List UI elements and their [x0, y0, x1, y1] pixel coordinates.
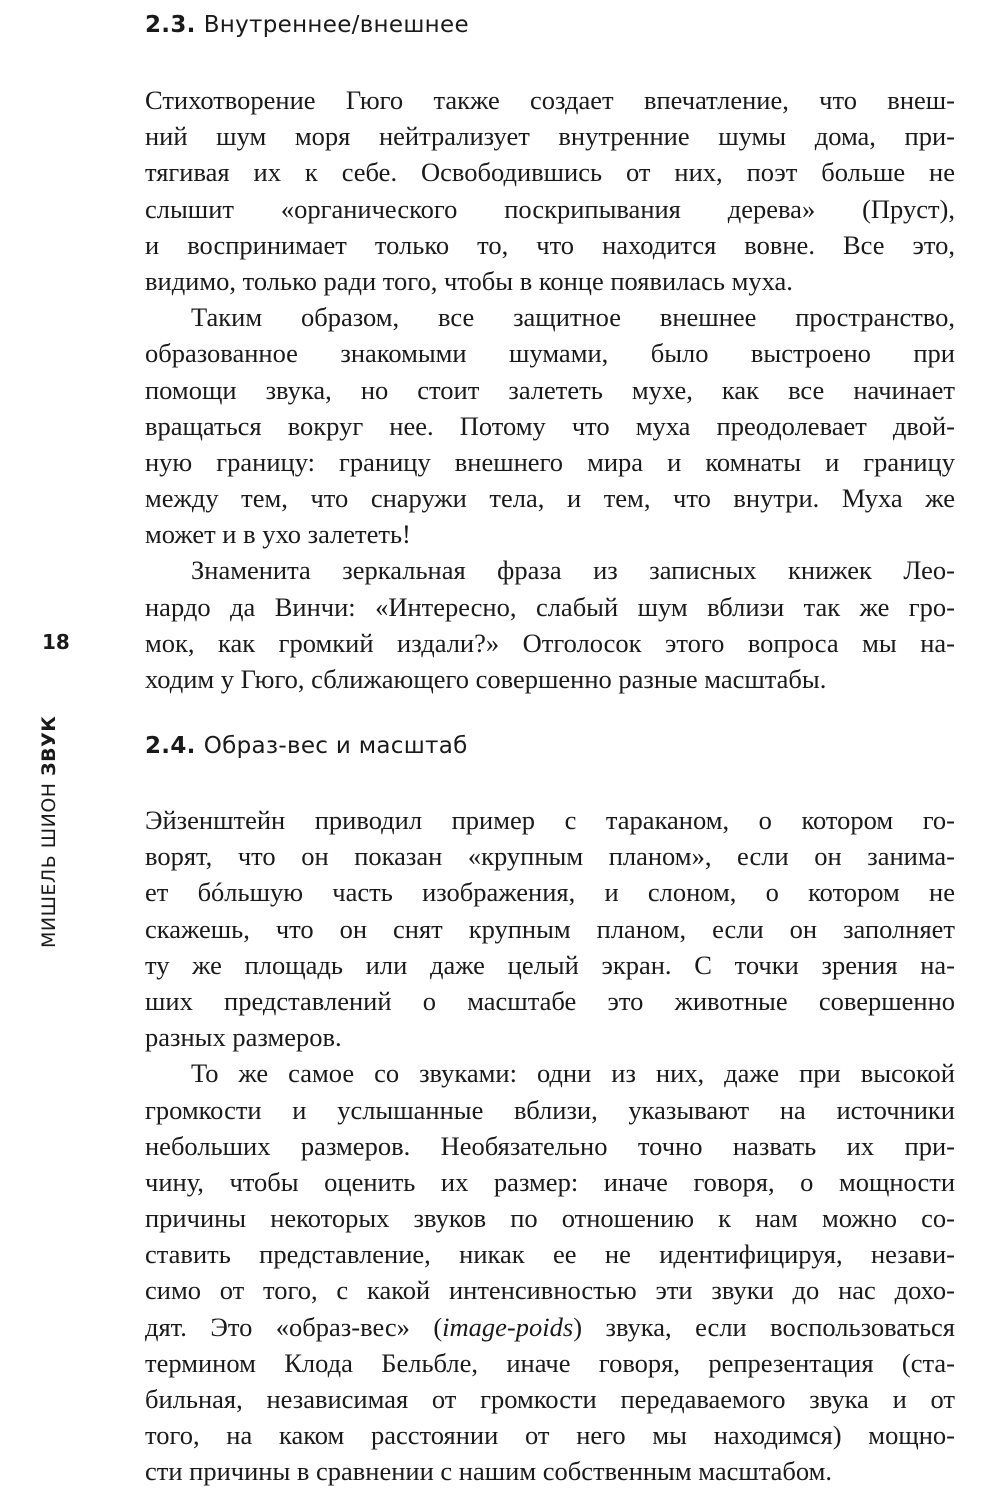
text-segment: дят. Это «образ-вес» (: [145, 1311, 443, 1342]
italic-term: image-poids: [442, 1311, 574, 1342]
running-head-title: ЗВУК: [38, 715, 60, 776]
text-line: мок, как громкий издали?» Отголосок этого вопроса мы на-: [145, 627, 955, 658]
text-line: То же самое со звуками: одни из них, даже при высокой: [191, 1058, 955, 1089]
text-line: между тем, что снаружи тела, и тем, что внутри. Муха же: [145, 483, 955, 514]
text-line: видимо, только ради того, чтобы в конце появилась муха.: [145, 265, 793, 296]
text-line: ходим у Гюго, сближающего совершенно разные масштабы.: [145, 664, 827, 694]
paragraph: [145, 299, 955, 552]
text-line: вращаться вокруг нее. Потому что муха преодолевает двой-: [145, 410, 955, 441]
running-head-author: МИШЕЛЬ ШИОН: [38, 782, 60, 948]
text-line: Таким образом, все защитное внешнее пространство,: [191, 302, 955, 333]
text-line: термином Клода Бельбле, иначе говоря, репрезентация (ста-: [145, 1347, 955, 1378]
text-line: разных размеров.: [145, 1022, 342, 1053]
text-line: и воспринимает только то, что находится вовне. Все это,: [145, 229, 955, 260]
text-line: ет бóльшую часть изображения, и слоном, о котором не: [145, 877, 955, 908]
section-title: Образ-вес и масштаб: [203, 733, 468, 759]
text-line: причины некоторых звуков по отношению к нам можно со-: [145, 1203, 955, 1234]
running-head: [38, 716, 60, 948]
text-line: ворят, что он показан «крупным планом», если он занима-: [145, 841, 955, 872]
paragraph: [145, 552, 955, 697]
text-line: Эйзенштейн приводил пример с тараканом, о котором го-: [145, 805, 955, 835]
text-line: нардо да Винчи: «Интересно, слабый шум вблизи так же гро-: [145, 591, 955, 622]
text-line: образованное знакомыми шумами, было выстроено при: [145, 338, 955, 369]
text-line: ную границу: границу внешнего мира и комнаты и границу: [145, 446, 955, 477]
section-number: 2.3.: [145, 12, 196, 38]
paragraph: [145, 1055, 955, 1489]
text-line: Знаменита зеркальная фраза из записных книжек Лео-: [191, 555, 955, 586]
text-line: может и в ухо залететь!: [145, 519, 411, 550]
paragraph: [145, 802, 955, 1055]
text-line: ших представлений о масштабе это животные совершенно: [145, 985, 955, 1016]
section-body: [145, 82, 955, 697]
text-line: Стихотворение Гюго также создает впечатление, что внеш-: [145, 85, 955, 115]
text-line: ту же площадь или даже целый экран. С точки зрения на-: [145, 949, 955, 980]
section-number: 2.4.: [145, 733, 196, 759]
text-line: того, на каком расстоянии от него мы находимся) мощно-: [145, 1420, 955, 1451]
text-line: сти причины в сравнении с нашим собственным масштабом.: [145, 1456, 833, 1487]
text-line: небольших размеров. Необязательно точно назвать их при-: [145, 1130, 955, 1161]
paragraph: [145, 82, 955, 299]
text-line: симо от того, с какой интенсивностью эти звуки до нас дохо-: [145, 1275, 955, 1306]
section-body: [145, 802, 955, 1490]
text-line: [145, 1309, 955, 1345]
text-line: громкости и услышанные вблизи, указывают на источники: [145, 1094, 955, 1125]
text-line: чину, чтобы оценить их размер: иначе говоря, о мощности: [145, 1166, 955, 1197]
section-heading: [145, 12, 469, 38]
page-number: 18: [42, 630, 70, 654]
text-line: помощи звука, но стоит залететь мухе, как все начинает: [145, 374, 955, 405]
section-heading: [145, 733, 468, 759]
text-line: ставить представление, никак ее не идентифицируя, незави-: [145, 1239, 955, 1270]
text-segment: ) звука, если воспользоваться: [573, 1311, 955, 1342]
text-line: тягивая их к себе. Освободившись от них, поэт больше не: [145, 157, 955, 188]
section-title: Внутреннее/внешнее: [203, 12, 469, 38]
text-line: скажешь, что он снят крупным планом, если он заполняет: [145, 913, 955, 944]
text-line: ний шум моря нейтрализует внутренние шумы дома, при-: [145, 121, 955, 152]
text-line: слышит «органического поскрипывания дерева» (Пруст),: [145, 193, 955, 224]
text-line: бильная, независимая от громкости передаваемого звука и от: [145, 1384, 955, 1414]
